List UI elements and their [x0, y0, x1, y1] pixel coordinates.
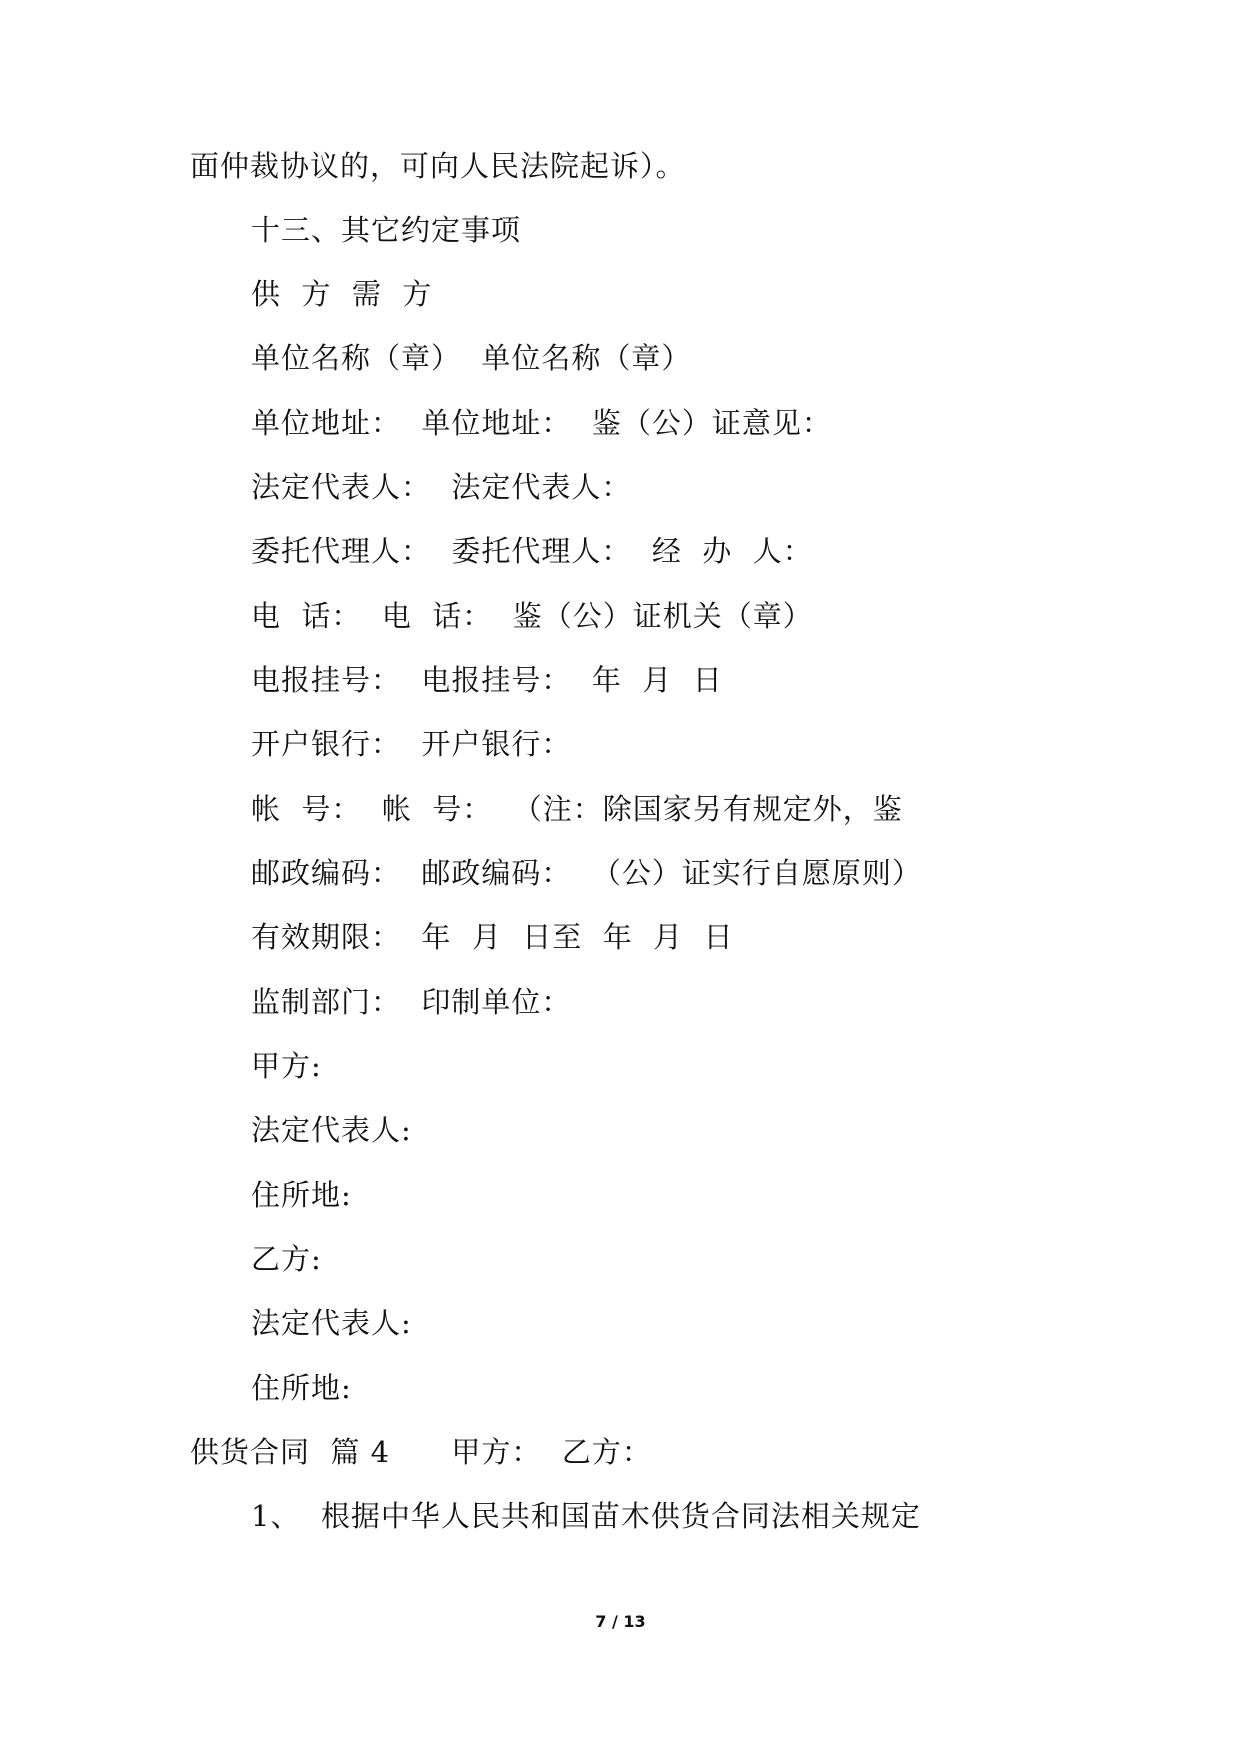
text-line: 法定代表人： 法定代表人： [251, 470, 632, 504]
text-line: 供 方 需 方 [251, 277, 433, 311]
text-line: 面仲裁协议的，可向人民法院起诉）。 [190, 149, 686, 183]
text-line: 1、 根据中华人民共和国苗木供货合同法相关规定 [251, 1499, 921, 1533]
text-line: 乙方: [251, 1242, 322, 1276]
text-line: 电报挂号： 电报挂号： 年 月 日 [251, 663, 723, 697]
text-line: 法定代表人: [251, 1306, 412, 1340]
text-line: 电 话： 电 话： 鉴（公）证机关（章） [251, 599, 813, 633]
text-line: 单位地址： 单位地址： 鉴（公）证意见： [251, 406, 832, 440]
text-line: 有效期限： 年 月 日至 年 月 日 [251, 920, 734, 954]
text-line: 帐 号： 帐 号： （注：除国家另有规定外，鉴 [251, 792, 903, 826]
text-line: 委托代理人： 委托代理人： 经 办 人： [251, 534, 813, 568]
text-line: 甲方: [251, 1049, 322, 1083]
text-line: 单位名称（章） 单位名称（章） [251, 341, 692, 375]
section-heading: 十三、其它约定事项 [251, 213, 522, 247]
page-number: 7 / 13 [595, 1612, 646, 1631]
text-line: 邮政编码： 邮政编码： （公）证实行自愿原则） [251, 856, 922, 890]
text-line: 住所地: [251, 1371, 352, 1405]
text-line: 法定代表人: [251, 1113, 412, 1147]
text-line: 供货合同 篇 4 甲方： 乙方： [190, 1435, 652, 1469]
text-line: 监制部门： 印制单位： [251, 985, 572, 1019]
text-line: 住所地: [251, 1178, 352, 1212]
text-line: 开户银行： 开户银行： [251, 727, 572, 761]
